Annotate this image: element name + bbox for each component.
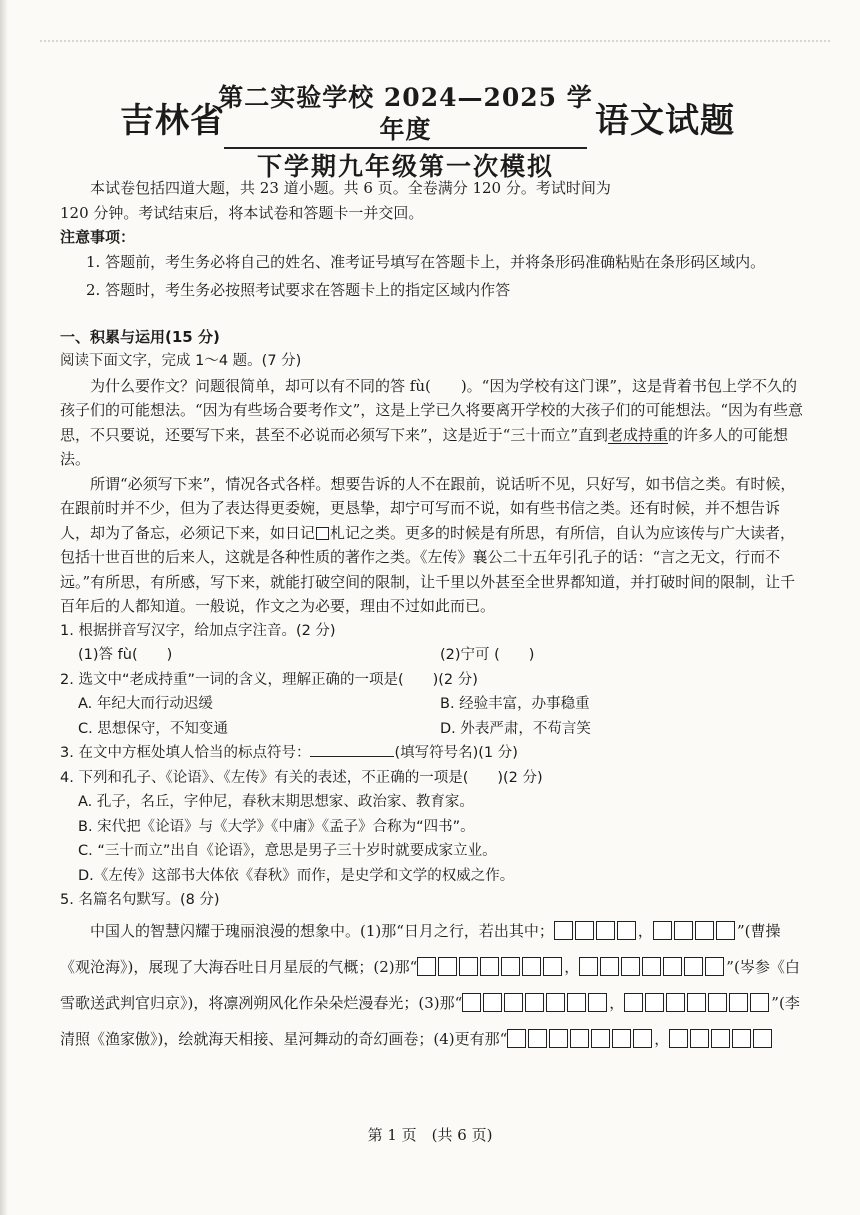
q2-option-a: A. 年纪大而行动迟缓 xyxy=(78,696,213,712)
q4-option-d: D.《左传》这部书大体依《春秋》而作，是史学和文学的权威之作。 xyxy=(78,867,515,884)
answer-box[interactable] xyxy=(669,1029,688,1048)
header-subject: 语文试题 xyxy=(595,101,735,141)
q1-stem: 1. 根据拼音写汉字，给加点字注音。(2 分) xyxy=(60,622,336,639)
answer-box[interactable] xyxy=(438,957,457,976)
passage-paragraph-2 xyxy=(60,472,805,619)
passage-p1-text-b: 的许多人的可能想法。 xyxy=(60,425,789,468)
punctuation-blank-box[interactable] xyxy=(316,527,329,540)
answer-box[interactable] xyxy=(674,921,693,940)
q1-part-a: (1)答 fù( ) xyxy=(78,647,173,663)
q3-stem-a: 3. 在文中方框处填人恰当的标点符号： xyxy=(60,745,311,761)
answer-box[interactable] xyxy=(462,993,481,1012)
answer-box[interactable] xyxy=(612,1029,631,1048)
q2-options xyxy=(60,692,805,741)
q3-answer-blank[interactable] xyxy=(310,742,394,757)
answer-box[interactable] xyxy=(645,993,664,1012)
answer-box[interactable] xyxy=(687,993,706,1012)
answer-box[interactable] xyxy=(554,921,573,940)
answer-box[interactable] xyxy=(653,921,672,940)
exam-content xyxy=(60,176,805,1057)
q1-parts xyxy=(60,643,805,668)
answer-box[interactable] xyxy=(525,993,544,1012)
answer-box[interactable] xyxy=(695,921,714,940)
section-1-instruction: 阅读下面文字，完成 1～4 题。(7 分) xyxy=(60,353,302,369)
answer-box[interactable] xyxy=(501,957,520,976)
answer-box[interactable] xyxy=(483,993,502,1012)
answer-box[interactable] xyxy=(711,1029,730,1048)
intro-line-1: 本试卷包括四道大题，共 23 道小题。共 6 页。全卷满分 120 分。考试时间为 xyxy=(90,179,611,197)
answer-box[interactable] xyxy=(417,957,436,976)
answer-box[interactable] xyxy=(633,1029,652,1048)
passage-p2-text-a: 所谓“必须写下来”，情况各式各样。想要告诉的人不在跟前，说话听不见，只好写，如书信之类。有时候，在跟前时并不少，但为了表达得更委婉，更恳挚，却宁可写而不说，如有些书信之类。还有时候，并不想告诉人，却为了备忘，必须记下来，如日记 xyxy=(60,474,796,542)
answer-box[interactable] xyxy=(528,1029,547,1048)
answer-box[interactable] xyxy=(708,993,727,1012)
answer-box[interactable] xyxy=(546,993,565,1012)
answer-box[interactable] xyxy=(617,921,636,940)
answer-box[interactable] xyxy=(716,921,735,940)
answer-box[interactable] xyxy=(690,1029,709,1048)
answer-box[interactable] xyxy=(459,957,478,976)
q5-comma: ， xyxy=(609,993,625,1012)
q5-comma: ， xyxy=(564,957,580,976)
answer-box[interactable] xyxy=(579,957,598,976)
answer-box[interactable] xyxy=(624,993,643,1012)
notes-title: 注意事项： xyxy=(60,228,136,246)
answer-box[interactable] xyxy=(504,993,523,1012)
answer-box[interactable] xyxy=(666,993,685,1012)
note-item-2: 2. 答题时，考生务必按照考试要求在答题卡上的指定区域内作答 xyxy=(86,281,511,299)
q5-stem: 5. 名篇名句默写。(8 分) xyxy=(60,892,220,908)
answer-box[interactable] xyxy=(732,1029,751,1048)
q4-option-a: A. 孔子，名丘，字仲尼，春秋末期思想家、政治家、教育家。 xyxy=(78,794,474,810)
q5-text-2: ”(曹操《观沧海》)，展现了大海吞吐日月星辰的气概；(2)那“ xyxy=(60,921,781,976)
top-scan-strip xyxy=(40,40,830,52)
exam-header xyxy=(0,78,860,181)
q2-option-c: C. 思想保守，不知变通 xyxy=(78,720,228,737)
passage-p1-text-a: 为什么要作文？问题很简单，却可以有不同的答 fù( )。“因为学校有这门课”，这是背着书包上学不久的孩子们的可能想法。“因为有些场合要考作文”，这是上学已久将要离开学校的大孩子们的可能想法。“因为有些意思，不只要说，还要写下来，甚至不必说而必须写下来”，这是近于“三十而立”直到 xyxy=(60,376,804,444)
passage-p1-underlined: 老成持重 xyxy=(608,425,669,444)
page-edge-shadow xyxy=(0,0,8,1215)
answer-box[interactable] xyxy=(549,1029,568,1048)
section-1-title: 一、积累与运用(15 分) xyxy=(60,327,220,346)
answer-box[interactable] xyxy=(567,993,586,1012)
answer-box[interactable] xyxy=(588,993,607,1012)
answer-box[interactable] xyxy=(684,957,703,976)
q5-comma: ， xyxy=(637,921,653,940)
q5-comma: ， xyxy=(654,1029,670,1048)
answer-box[interactable] xyxy=(642,957,661,976)
q4-stem: 4. 下列和孔子、《论语》、《左传》有关的表述，不正确的一项是( )(2 分) xyxy=(60,769,543,786)
header-middle xyxy=(218,82,593,184)
answer-box[interactable] xyxy=(570,1029,589,1048)
q4-option-b: B. 宋代把《论语》与《大学》《中庸》《孟子》合称为“四书”。 xyxy=(78,818,475,835)
answer-box[interactable] xyxy=(480,957,499,976)
page-footer: 第 1 页 (共 6 页) xyxy=(367,1126,493,1144)
q5-text-1: 中国人的智慧闪耀于瑰丽浪漫的想象中。(1)那“日月之行，若出其中； xyxy=(90,921,554,940)
answer-box[interactable] xyxy=(507,1029,526,1048)
q2-option-d: D. 外表严肃，不苟言笑 xyxy=(440,720,591,737)
answer-box[interactable] xyxy=(591,1029,610,1048)
note-item-1: 1. 答题前，考生务必将自己的姓名、准考证号填写在答题卡上，并将条形码准确粘贴在条形码区域内。 xyxy=(86,252,766,271)
header-province: 吉林省 xyxy=(120,101,225,141)
q5-text-3: ”(岑参《白雪歌送武判官归京》)，将凛冽朔风化作朵朵烂漫春光；(3)那“ xyxy=(60,957,800,1012)
answer-box[interactable] xyxy=(750,993,769,1012)
answer-box[interactable] xyxy=(621,957,640,976)
header-rule xyxy=(224,147,587,149)
q1-part-b: (2)宁可 ( ) xyxy=(440,647,535,663)
intro-line-2: 120 分钟。考试结束后，将本试卷和答题卡一并交回。 xyxy=(60,203,424,222)
answer-box[interactable] xyxy=(596,921,615,940)
answer-box[interactable] xyxy=(600,957,619,976)
q5-text-4: ”(李清照《渔家傲》)，绘就海天相接、星河舞动的奇幻画卷；(4)更有那“ xyxy=(60,993,800,1048)
header-school-line: 第二实验学校 2024—2025 学年度 xyxy=(218,83,593,144)
answer-box[interactable] xyxy=(753,1029,772,1048)
q2-option-b: B. 经验丰富，办事稳重 xyxy=(440,696,590,712)
answer-box[interactable] xyxy=(705,957,724,976)
answer-box[interactable] xyxy=(575,921,594,940)
answer-box[interactable] xyxy=(543,957,562,976)
q4-options xyxy=(60,790,805,888)
q3-stem xyxy=(60,741,805,766)
q3-stem-b: (填写符号名)(1 分) xyxy=(394,745,518,761)
answer-box[interactable] xyxy=(729,993,748,1012)
q5-dictation-text xyxy=(60,913,805,1057)
header-term-line: 下学期九年级第一次模拟 xyxy=(256,152,554,181)
answer-box[interactable] xyxy=(522,957,541,976)
passage-paragraph-1 xyxy=(60,374,805,472)
answer-box[interactable] xyxy=(663,957,682,976)
q4-option-c: C. “三十而立”出自《论语》，意思是男子三十岁时就要成家立业。 xyxy=(78,843,497,859)
q2-stem: 2. 选文中“老成持重”一词的含义，理解正确的一项是( )(2 分) xyxy=(60,671,478,688)
passage-p2-text-b: 札记之类。更多的时候是有所思，有所信，自认为应该传与广大读者，包括十世百世的后来人，这就是各种性质的著作之类。《左传》襄公二十五年引孔子的话：“言之无文，行而不远。”有所思，有所感，写下来，就能打破空间的限制，让千里以外甚至全世界都知道，并打破时间的限制，让千百年后的人都知道。一般说，作文之为必要，理由不过如此而已。 xyxy=(60,523,796,615)
